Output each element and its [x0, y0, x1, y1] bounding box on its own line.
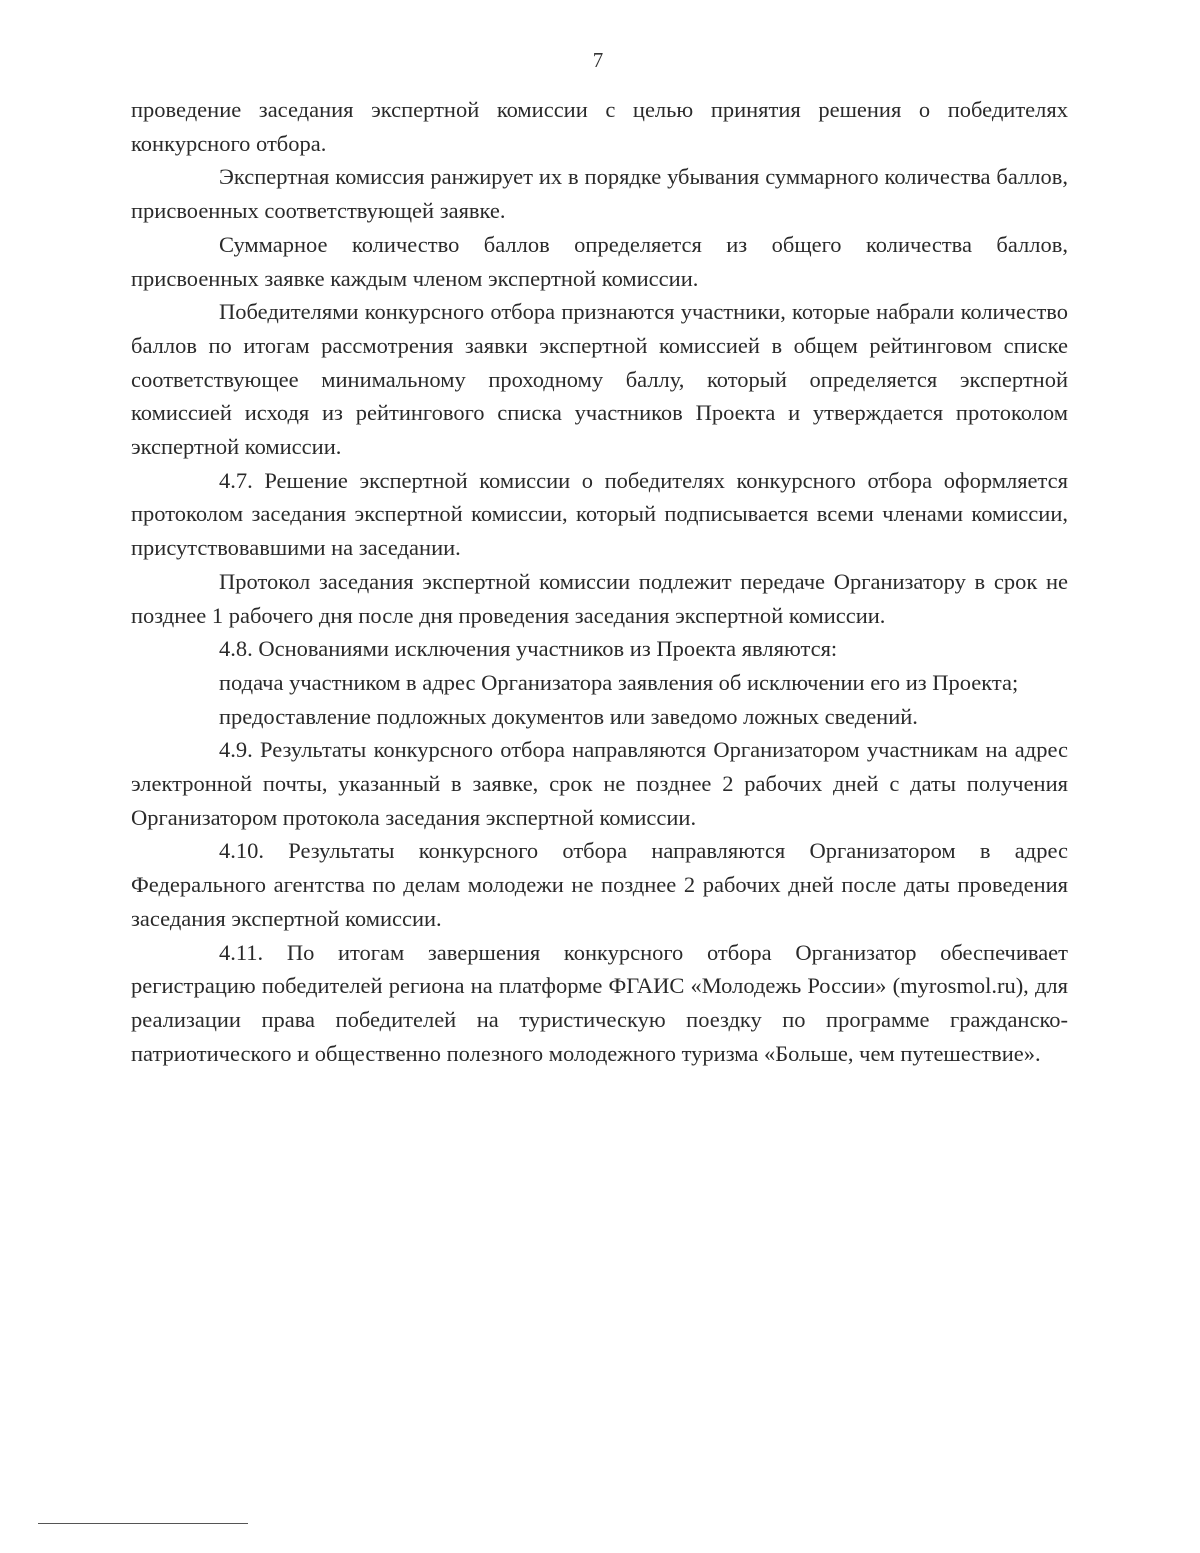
clause-4-8: 4.8. Основаниями исключения участников из Проекта являются:: [219, 636, 838, 662]
paragraph-continuation: проведение заседания экспертной комиссии с целью принятия решения о победителях конкурсного отбора.: [131, 97, 1068, 156]
list-item: подача участником в адрес Организатора заявления об исключении его из Проекта;: [219, 669, 1019, 695]
paragraph: Протокол заседания экспертной комиссии подлежит передаче Организатору в срок не позднее 1 рабочего дня после дня проведения заседания экспертной комиссии.: [131, 568, 1068, 628]
clause-4-10: 4.10. Результаты конкурсного отбора направляются Организатором в адрес Федерального агентства по делам молодежи не позднее 2 рабочих дней после даты проведения заседания экспертной комиссии.: [131, 838, 1068, 931]
clause-4-7: 4.7. Решение экспертной комиссии о победителях конкурсного отбора оформляется протоколом заседания экспертной комиссии, который подписывается всеми членами комиссии, присутствовавшими на заседании.: [131, 467, 1068, 561]
clause-4-9: 4.9. Результаты конкурсного отбора направляются Организатором участникам на адрес электронной почты, указанный в заявке, срок не позднее 2 рабочих дней с даты получения Организатором протокола заседания экспертной комиссии.: [131, 737, 1068, 830]
list-item: предоставление подложных документов или заведомо ложных сведений.: [219, 703, 918, 729]
clause-4-11: 4.11. По итогам завершения конкурсного отбора Организатор обеспечивает регистрацию победителей региона на платформе ФГАИС «Молодежь России» (myrosmol.ru), для реализации права победителей на туристическую поездку по программе гражданско-патриотического и общественно полезного молодежного туризма «Больше, чем путешествие».: [131, 939, 1068, 1066]
paragraph: Суммарное количество баллов определяется из общего количества баллов, присвоенных заявке каждым членом экспертной комиссии.: [131, 231, 1068, 291]
paragraph: Победителями конкурсного отбора признаются участники, которые набрали количество баллов по итогам рассмотрения заявки экспертной комиссией в общем рейтинговом списке соответствующее минимальному проходному баллу, который определяется экспертной комиссией исходя из рейтингового списка участников Проекта и утверждается протоколом экспертной комиссии.: [131, 299, 1068, 460]
document-body: [131, 93, 1068, 1070]
paragraph: Экспертная комиссия ранжирует их в порядке убывания суммарного количества баллов, присвоенных соответствующей заявке.: [131, 164, 1068, 224]
footnote-divider: [38, 1523, 248, 1524]
page-number: 7: [592, 48, 604, 72]
